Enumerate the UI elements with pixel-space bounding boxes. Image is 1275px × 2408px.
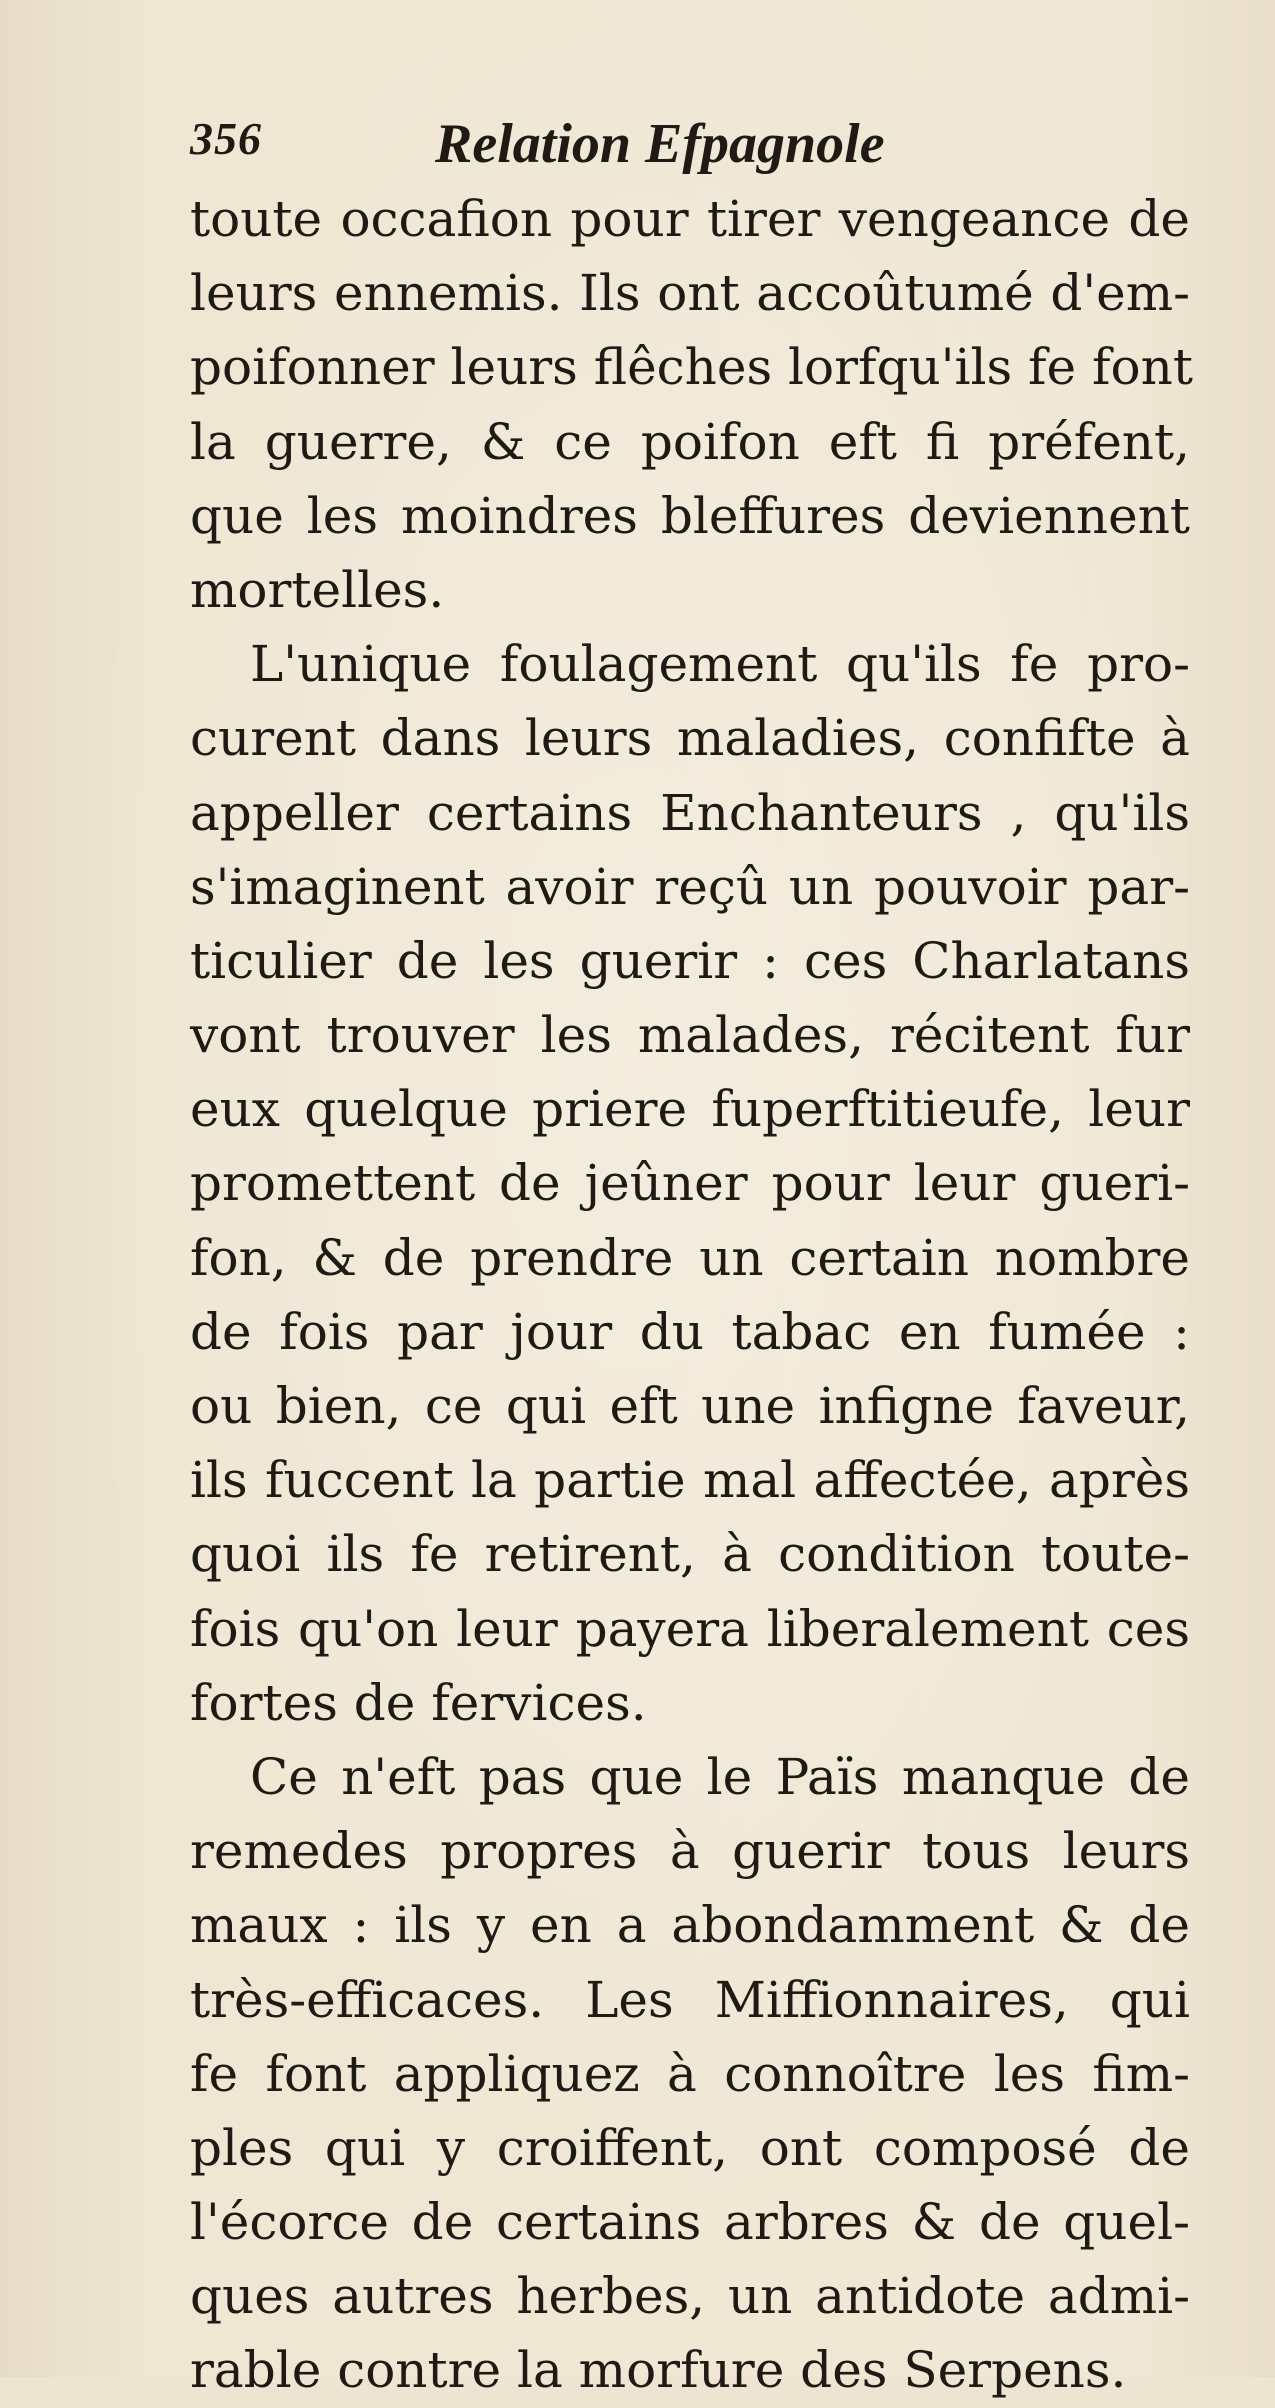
text-line: Ce n'eft pas que le Païs manque de [250,1747,1190,1806]
text-line: fortes de fervices. [190,1673,647,1732]
text-line: que les moindres bleffures deviennent [190,486,1190,545]
running-head: Relation Efpagnole [435,113,885,175]
text-line: très-efficaces. Les Miffionnaires, qui [190,1970,1190,2029]
text-line: rable contre la morfure des Serpens. [190,2341,1127,2400]
text-line: fon, & de prendre un certain nombre [190,1228,1190,1287]
text-line: l'écorce de certains arbres & de quel- [190,2193,1190,2252]
text-line: L'unique foulagement qu'ils fe pro- [250,635,1190,694]
text-line: ils fuccent la partie mal affectée, après [190,1451,1190,1510]
text-line: la guerre, & ce poifon eft fi préfent, [190,412,1190,471]
text-line: poifonner leurs flêches lorfqu'ils fe font [190,338,1193,397]
text-line: fois qu'on leur payera liberalement ces [190,1599,1190,1658]
text-line: ples qui y croiffent, ont composé de [190,2118,1190,2177]
text-line: s'imaginent avoir reçû un pouvoir par- [190,857,1190,916]
text-line: fe font appliquez à connoître les fim- [190,2044,1190,2103]
page-header [190,112,1150,182]
text-line: mortelles. [190,560,445,619]
text-line: promettent de jeûner pour leur gueri- [190,1154,1190,1213]
text-line: ticulier de les guerir : ces Charlatans [190,931,1190,990]
body-text [190,182,1193,2408]
text-line: leurs ennemis. Ils ont accoûtumé d'em- [190,264,1190,323]
text-line: toute occafion pour tirer vengeance de [190,190,1190,248]
text-line: eux quelque priere fuperftitieufe, leur [190,1080,1190,1139]
text-line: de fois par jour du tabac en fumée : [190,1302,1190,1361]
page-number: 356 [190,113,262,164]
text-line: curent dans leurs maladies, confifte à [190,709,1190,768]
text-line: vont trouver les malades, récitent fur [190,1006,1190,1065]
text-line: ques autres herbes, un antidote admi- [190,2267,1190,2326]
text-line: quoi ils fe retirent, à condition toute- [190,1525,1190,1584]
text-line: maux : ils y en a abondamment & de [190,1896,1190,1955]
text-line: remedes propres à guerir tous leurs [190,1822,1190,1881]
text-line: ou bien, ce qui eft une infigne faveur, [190,1377,1190,1435]
text-line: appeller certains Enchanteurs , qu'ils [190,783,1190,842]
